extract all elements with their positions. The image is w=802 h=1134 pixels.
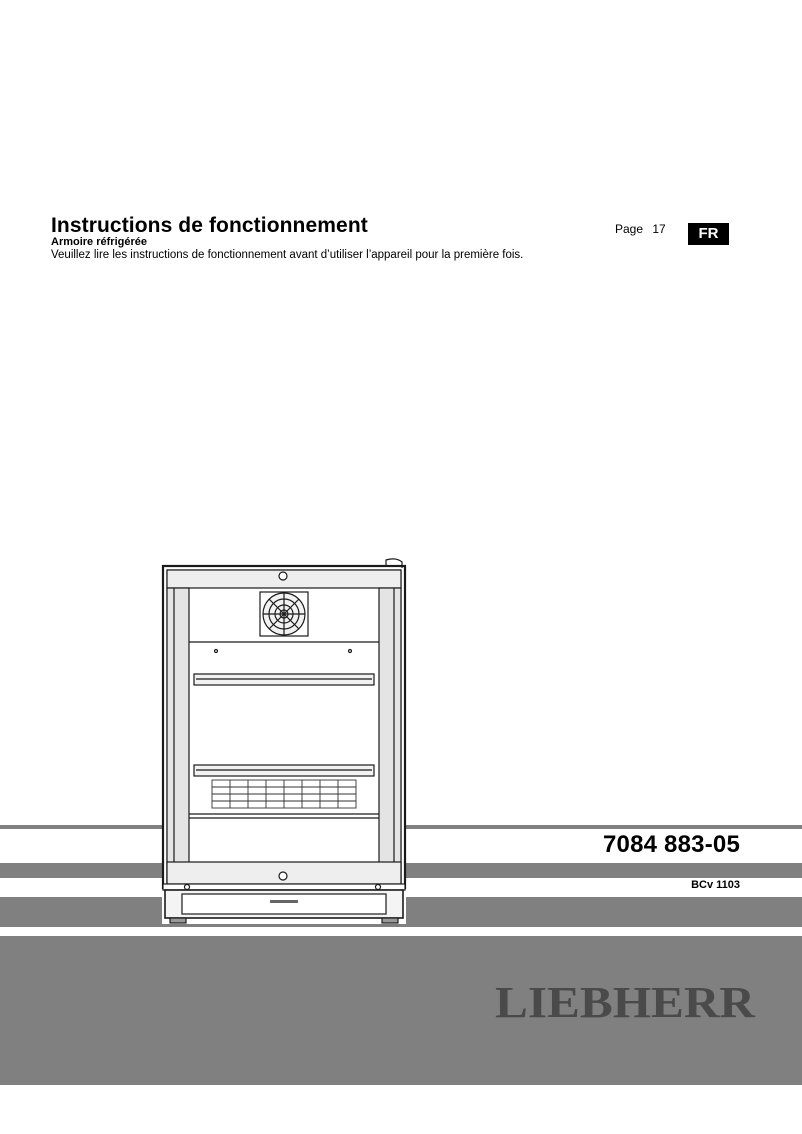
liebherr-logo [495,981,757,1021]
page-number: 17 [652,222,666,236]
product-subtitle: Armoire réfrigérée [51,236,147,248]
document-number: 7084 883-05 [603,831,740,858]
logo-text: LIEBHERR [495,981,757,1021]
page-reference [615,222,666,236]
language-badge: FR [688,223,729,245]
intro-text: Veuillez lire les instructions de fonctionnement avant d’utiliser l’appareil pour la première fois. [51,249,524,261]
page-label: Page [615,222,644,236]
document-title: Instructions de fonctionnement [51,214,368,237]
model-number: BCv 1103 [691,879,740,891]
refrigerator-illustration [160,558,412,928]
